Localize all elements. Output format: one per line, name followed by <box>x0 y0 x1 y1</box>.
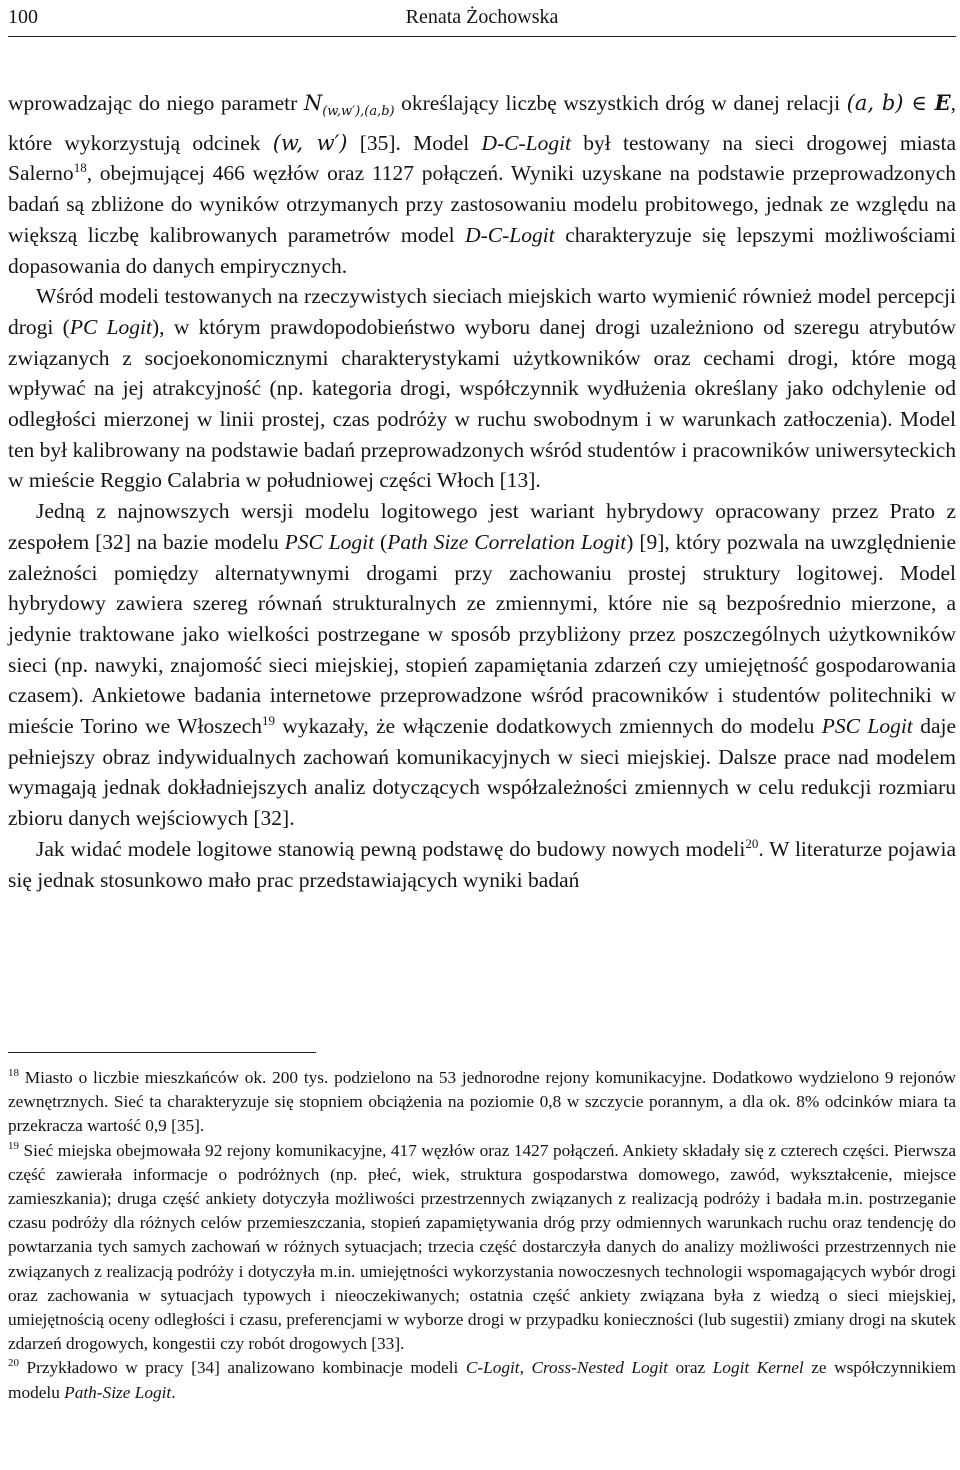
math-relation: (a, b) ∈ E <box>846 90 951 115</box>
body-text <box>8 88 956 895</box>
running-header-author: Renata Żochowska <box>405 6 559 28</box>
footnote-19: $^{19}$ Sieć miejska obejmowała 92 rejony komunikacyjne, 417 węzłów oraz 1427 połączeń. Ankiety składały się z czterech części. Pierwsza część zawierała informacje o podróżnych (np. płeć, wiek, struktura gospodarstwa domowego, zawód, wykształcenie, miejsce zamieszkania); druga część ankiety dotyczyła możliwości przestrzennych związanych z realizacją podróży i badała m.in. postrzeganie czasu podróży dla różnych celów przemieszczania, stopień zapamiętywania dróg przy odmiennych warunkach ruchu oraz tendencję do powtarzania tych samych zachowań w różnych sytuacjach; trzecia część dostarczyła danych do analizy możliwości przestrzennych nie związanych z realizacją podróży i dotyczyła m.in. umiejętności wykorzystania nowoczesnych technologii wspomagających wybór drogi oraz zachowania w sytuacjach typowych i nieoczekiwanych; ostatnia część ankiety związana była z wiedzą o sieci miejskiej, umiejętnością oceny odległości i czasu, preferencjami w wyborze drogi w przypadku konieczności (lub sugestii) zmiany drogi na skutek zdarzeń drogowych, kongestii czy robót drogowych [33]. <box>8 1139 956 1354</box>
footnotes <box>8 1066 956 1405</box>
running-header <box>8 4 956 30</box>
footnote-rule <box>8 1052 316 1053</box>
paragraph-3: Jedną z najnowszych wersji modelu logitowego jest wariant hybrydowy opracowany przez Prato z zespołem [32] na bazie modelu PSC Logit (Path Size Correlation Logit) [9], który pozwala na uwzględnienie zależności pomiędzy alternatywnymi drogami przy zachowaniu prostej struktury logitowej. Model hybrydowy zawiera szereg równań strukturalnych ze zmiennymi, które nie są bezpośrednio mierzone, a jedynie traktowane jako wielkości postrzegane w sposób przybliżony przez poszczególnych użytkowników sieci (np. nawyki, znajomość sieci miejskiej, stopień zapamiętania zdarzeń czy umiejętność gospodarowania czasem). Ankietowe badania internetowe przeprowadzone wśród pracowników i studentów politechniki w mieście Torino we Włoszech$^{19}$ wykazały, że włączenie dodatkowych zmiennych do modelu PSC Logit daje pełniejszy obraz indywidualnych zachowań komunikacyjnych w sieci miejskiej. Dalsze prace nad modelem wymagają jednak dokładniejszych analiz dotyczących współzależności zmiennych w celu redukcji rozmiaru zbioru danych wejściowych [32]. <box>8 499 956 831</box>
paragraph-2: Wśród modeli testowanych na rzeczywistych sieciach miejskich warto wymienić również model percepcji drogi (PC Logit), w którym prawdopodobieństwo wyboru danej drogi uzależniono od szeregu atrybutów związanych z socjoekonomicznymi charakterystykami użytkowników oraz cechami drogi, które mogą wpływać na jej atrakcyjność (np. kategoria drogi, współczynnik wydłużenia określany jako odchylenie od odległości mierzonej w linii prostej, czas podróży w ruchu swobodnym i w warunkach zatłoczenia). Model ten był kalibrowany na podstawie badań przeprowadzonych wśród studentów i pracowników uniwersyteckich w mieście Reggio Calabria w południowej części Włoch [13]. <box>8 284 956 493</box>
math-parameter-n: $N_{(w,w'),(a,b)}$ <box>303 91 395 119</box>
paragraph-1: wprowadzając do niego parametr $N_{(w,w'),(a,b)}$ określający liczbę wszystkich dróg w danej relacji (a, b) ∈ E, które wykorzystują odcinek (w, w′) [35]. Model D-C-Logit był testowany na sieci drogowej miasta Salerno$^{18}$, obejmującej 466 węzłów oraz 1127 połączeń. Wyniki uzyskane na podstawie przeprowadzonych badań są zbliżone do wyników otrzymanych przy zastosowaniu modelu probitowego, jednak ze względu na większą liczbę kalibrowanych parametrów model D-C-Logit charakteryzuje się lepszymi możliwościami dopasowania do danych empirycznych. <box>8 90 957 278</box>
footnote-ref-19: 19 <box>261 713 275 729</box>
paragraph-4: Jak widać modele logitowe stanowią pewną podstawę do budowy nowych modeli$^{20}$. W literaturze pojawia się jednak stosunkowo mało prac przedstawiających wyniki badań <box>8 835 956 892</box>
header-rule <box>8 36 956 37</box>
page-number: 100 <box>8 6 38 28</box>
footnote-18: $^{18}$ Miasto o liczbie mieszkańców ok. 200 tys. podzielono na 53 jednorodne rejony komunikacyjne. Dodatkowo wydzielono 9 rejonów zewnętrznych. Sieć ta charakteryzuje się stopniem obciążenia na poziomie 0,8 w szczycie porannym, a dla ok. 8% odcinków miara ta przekracza wartość 0,9 [35]. <box>8 1067 956 1136</box>
footnote-ref-20: 20 <box>745 835 759 851</box>
footnote-20: $^{20}$ Przykładowo w pracy [34] analizowano kombinacje modeli C-Logit, Cross-Nested Logit oraz Logit Kernel ze współczynnikiem modelu Path-Size Logit. <box>8 1357 956 1402</box>
math-segment: (w, w′) <box>272 130 348 155</box>
footnote-ref-18: 18 <box>73 160 87 176</box>
